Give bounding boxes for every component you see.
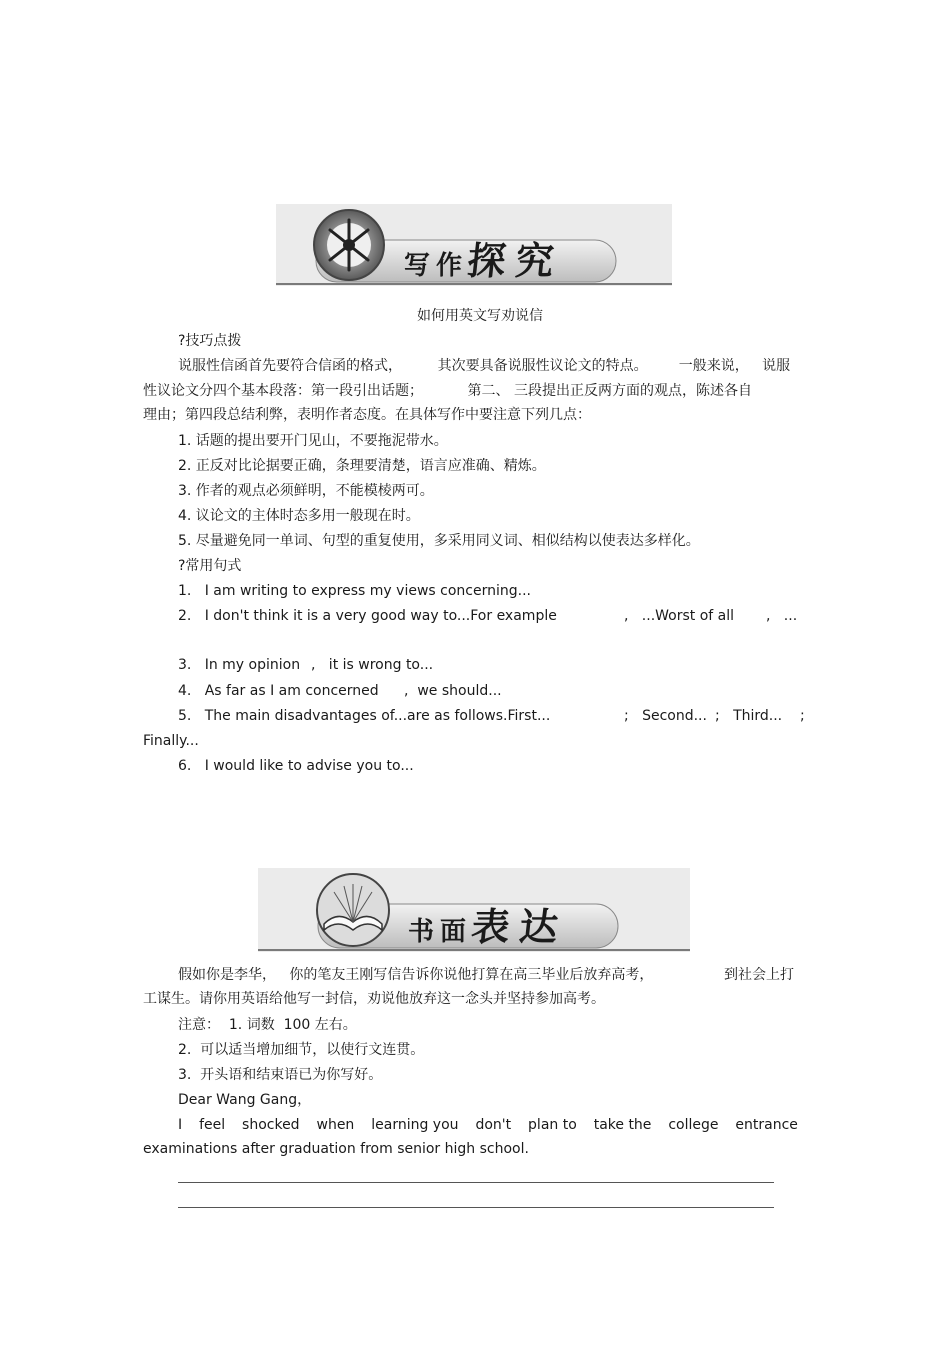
sentences-heading: ?常用句式 [178,558,242,574]
banner-char: 书 [408,917,435,947]
letter-word: don't [475,1117,512,1133]
banner-char: 探 [465,238,509,283]
answer-line[interactable] [178,1207,774,1208]
task-note: 注意： 1. 词数 100 左右。 [178,1017,357,1033]
banner-char: 达 [517,904,561,949]
sentence-pattern: , we should... [404,683,502,699]
letter-greeting: Dear Wang Gang， [178,1092,312,1108]
letter-body-line [178,1116,798,1134]
sentence-pattern: 2. I don't think it is a very good way to...For example [178,608,557,624]
paragraph-line: 性议论文分四个基本段落：第一段引出话题； 第二、 三段提出正反两方面的观点，陈述各自 [143,383,752,399]
letter-word: learning you [371,1117,459,1133]
sentence-pattern: ; [800,708,805,724]
tips-heading: ?技巧点拨 [178,333,242,349]
section-banner-expression [258,868,690,952]
letter-word: I [178,1117,183,1133]
letter-word: plan to [528,1117,577,1133]
sentence-pattern: Finally... [143,733,199,749]
letter-body-line: examinations after graduation from senior high school. [143,1141,529,1157]
pencils-in-circle-icon [312,208,386,282]
sentence-pattern: 5. The main disadvantages of...are as follows.First... [178,708,551,724]
list-item: 2. 正反对比论据要正确，条理要清楚，语言应准确、精炼。 [178,458,546,474]
letter-word: feel [199,1117,226,1133]
letter-word: take the [593,1117,652,1133]
list-item: 1. 话题的提出要开门见山，不要拖泥带水。 [178,433,448,449]
banner-char: 究 [513,238,557,283]
list-item: 4. 议论文的主体时态多用一般现在时。 [178,508,420,524]
section-title: 如何用英文写劝说信 [417,308,543,324]
answer-line[interactable] [178,1182,774,1183]
paragraph-line: 说服性信函首先要符合信函的格式， 其次要具备说服性议论文的特点。 一般来说， 说服 [178,358,791,374]
list-item: 3. 作者的观点必须鲜明，不能模棱两可。 [178,483,434,499]
banner-char: 作 [436,251,463,281]
task-line: 工谋生。请你用英语给他写一封信，劝说他放弃这一念头并坚持参加高考。 [143,991,605,1007]
sentence-pattern: 6. I would like to advise you to... [178,758,414,774]
sentence-pattern: , ...Worst of all [624,608,735,624]
sentence-pattern: , ... [766,608,798,624]
sentence-pattern: 1. I am writing to express my views concerning... [178,583,531,599]
list-item: 5. 尽量避免同一单词、句型的重复使用，多采用同义词、相似结构以使表达多样化。 [178,533,700,549]
open-book-icon [314,872,392,948]
letter-word: entrance [735,1117,798,1133]
sentence-pattern: , it is wrong to... [311,657,434,673]
letter-word: when [316,1117,355,1133]
task-line: 到社会上打 [724,967,794,983]
paragraph-line: 理由；第四段总结利弊，表明作者态度。在具体写作中要注意下列几点： [143,407,591,423]
section-banner-writing [276,204,672,286]
banner-char: 写 [404,251,431,281]
sentence-pattern: ; Third... [715,708,783,724]
sentence-pattern: 4. As far as I am concerned [178,683,379,699]
letter-word: college [668,1117,719,1133]
banner-char: 表 [469,904,513,949]
sentence-pattern: ; Second... [624,708,707,724]
sentence-pattern: 3. In my opinion [178,657,301,673]
letter-word: shocked [242,1117,300,1133]
task-note: 2. 可以适当增加细节，以使行文连贯。 [178,1042,425,1058]
task-note: 3. 开头语和结束语已为你写好。 [178,1067,383,1083]
task-line: 假如你是李华， 你的笔友王刚写信告诉你说他打算在高三毕业后放弃高考， [178,967,654,983]
banner-char: 面 [440,917,467,947]
